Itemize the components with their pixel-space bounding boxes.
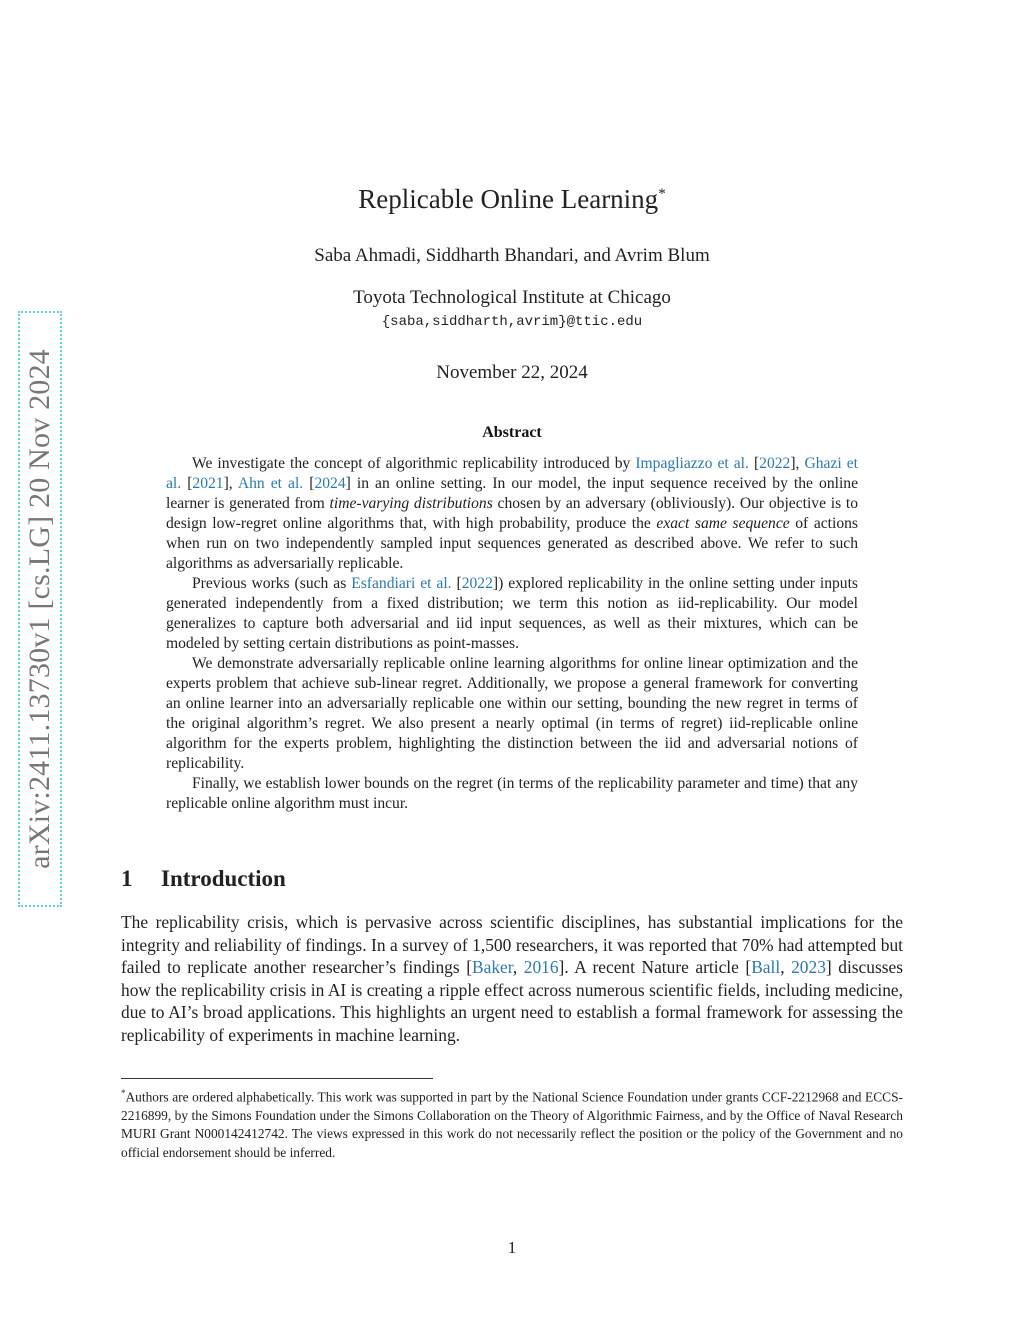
text: ], bbox=[790, 455, 805, 472]
text: ]) explored replicability in the online setting under inputs generated independently from a fixed distribution; we term this notion as iid-replicability. Our model generalizes to capture both adversarial and iid input sequences, as well as their mixtures, which can be modeled by setting certain distributions as point-masses. bbox=[166, 575, 859, 652]
text: of actions when run on two independently sampled input sequences generated as described above. We refer to such algorithms as adversarially replicable. bbox=[166, 515, 858, 572]
email: {saba,siddharth,avrim}@ttic.edu bbox=[381, 314, 643, 330]
text: [ bbox=[748, 455, 760, 472]
arxiv-id[interactable]: arXiv:2411.13730v1 [cs.LG] 20 Nov 2024 bbox=[23, 349, 57, 869]
date: November 22, 2024 bbox=[436, 362, 588, 383]
text: , bbox=[512, 957, 524, 978]
citation-link[interactable]: 2022 bbox=[759, 455, 791, 472]
abstract-paragraph-4: Finally, we establish lower bounds on the regret (in terms of the replicability parameter and time) that any replicable online algorithm must incur. bbox=[166, 775, 858, 812]
citation-link[interactable]: 2023 bbox=[791, 957, 826, 978]
text: [ bbox=[181, 475, 193, 492]
text: [ bbox=[303, 475, 315, 492]
abstract bbox=[166, 454, 858, 814]
section-title: Introduction bbox=[161, 866, 286, 891]
citation-link[interactable]: Esfandiari et al. bbox=[351, 575, 452, 592]
abstract-paragraph-3: We demonstrate adversarially replicable online learning algorithms for online linear optimization and the experts problem that achieve sub-linear regret. Additionally, we propose a general framework for converting an online learner into an adversarially replicable one within our setting, bounding the new regret in terms of the original algorithm’s regret. We also present a nearly optimal (in terms of regret) iid-replicable online algorithm for the experts problem, highlighting the distinction between the iid and adversarial notions of replicability. bbox=[166, 655, 858, 772]
citation-link[interactable]: 2016 bbox=[523, 957, 559, 978]
page-number: 1 bbox=[507, 1238, 517, 1257]
text: The replicability crisis, which is pervasive across scientific disciplines, has substantial implications for the integrity and reliability of findings. In a survey of 1,500 researchers, it was reported that 70% had attempted but failed to replicate another researcher’s findings [ bbox=[121, 912, 903, 978]
emphasis: exact same sequence bbox=[656, 515, 790, 532]
citation-link[interactable]: 2022 bbox=[461, 575, 493, 592]
title-text: Replicable Online Learning bbox=[358, 184, 659, 214]
text: ], bbox=[223, 475, 238, 492]
abstract-paragraph-1 bbox=[166, 454, 858, 574]
text: chosen by an adversary (obliviously). Our objective is to design low-regret online algorithms that, with high probability, produce the bbox=[166, 495, 858, 532]
text: ] discusses how the replicability crisis in AI is creating a ripple effect across numerous scientific fields, including medicine, due to AI’s broad applications. This highlights an urgent need to establish a formal framework for assessing the replicability of experiments in machine learning. bbox=[121, 957, 903, 1045]
citation-link[interactable]: Baker bbox=[472, 957, 513, 978]
footnote-divider bbox=[121, 1078, 433, 1079]
citation-link[interactable]: Ghazi et al. bbox=[166, 455, 859, 492]
section-heading bbox=[121, 866, 286, 892]
citation-link[interactable]: Ahn et al. bbox=[237, 475, 304, 492]
text: , bbox=[780, 957, 792, 978]
title-footnote-mark[interactable]: * bbox=[658, 186, 666, 202]
abstract-heading: Abstract bbox=[482, 424, 542, 441]
authors: Saba Ahmadi, Siddharth Bhandari, and Avrim Blum bbox=[314, 245, 710, 266]
intro-paragraph bbox=[121, 911, 903, 1047]
citation-link[interactable]: 2021 bbox=[192, 475, 224, 492]
citation-link[interactable]: 2024 bbox=[314, 475, 346, 492]
section-number: 1 bbox=[121, 866, 133, 891]
abstract-paragraph-2 bbox=[166, 574, 858, 654]
citation-link[interactable]: Impagliazzo et al. bbox=[635, 455, 749, 472]
citation-link[interactable]: Ball bbox=[751, 957, 781, 978]
emphasis: time-varying distributions bbox=[329, 495, 493, 512]
affiliation: Toyota Technological Institute at Chicago bbox=[353, 287, 671, 308]
text: [ bbox=[451, 575, 462, 592]
footnote-mark: * bbox=[121, 1088, 126, 1098]
text: We investigate the concept of algorithmic replicability introduced by bbox=[192, 455, 636, 472]
text: ]. A recent Nature article [ bbox=[558, 957, 752, 978]
arxiv-stamp[interactable] bbox=[18, 311, 62, 907]
paper-title bbox=[0, 184, 1024, 215]
footnote bbox=[121, 1084, 903, 1162]
text: Previous works (such as bbox=[192, 575, 352, 592]
footnote-text: Authors are ordered alphabetically. This work was supported in part by the National Science Foundation under grants CCF-2212968 and ECCS-2216899, by the Simons Foundation under the Simons Collaboration on the Theory of Algorithmic Fairness, and by the Office of Naval Research MURI Grant N000142412742. The views expressed in this work do not necessarily reflect the position or the policy of the Government and no official endorsement should be inferred. bbox=[121, 1089, 903, 1160]
text: ] in an online setting. In our model, the input sequence received by the online learner is generated from bbox=[166, 475, 858, 512]
